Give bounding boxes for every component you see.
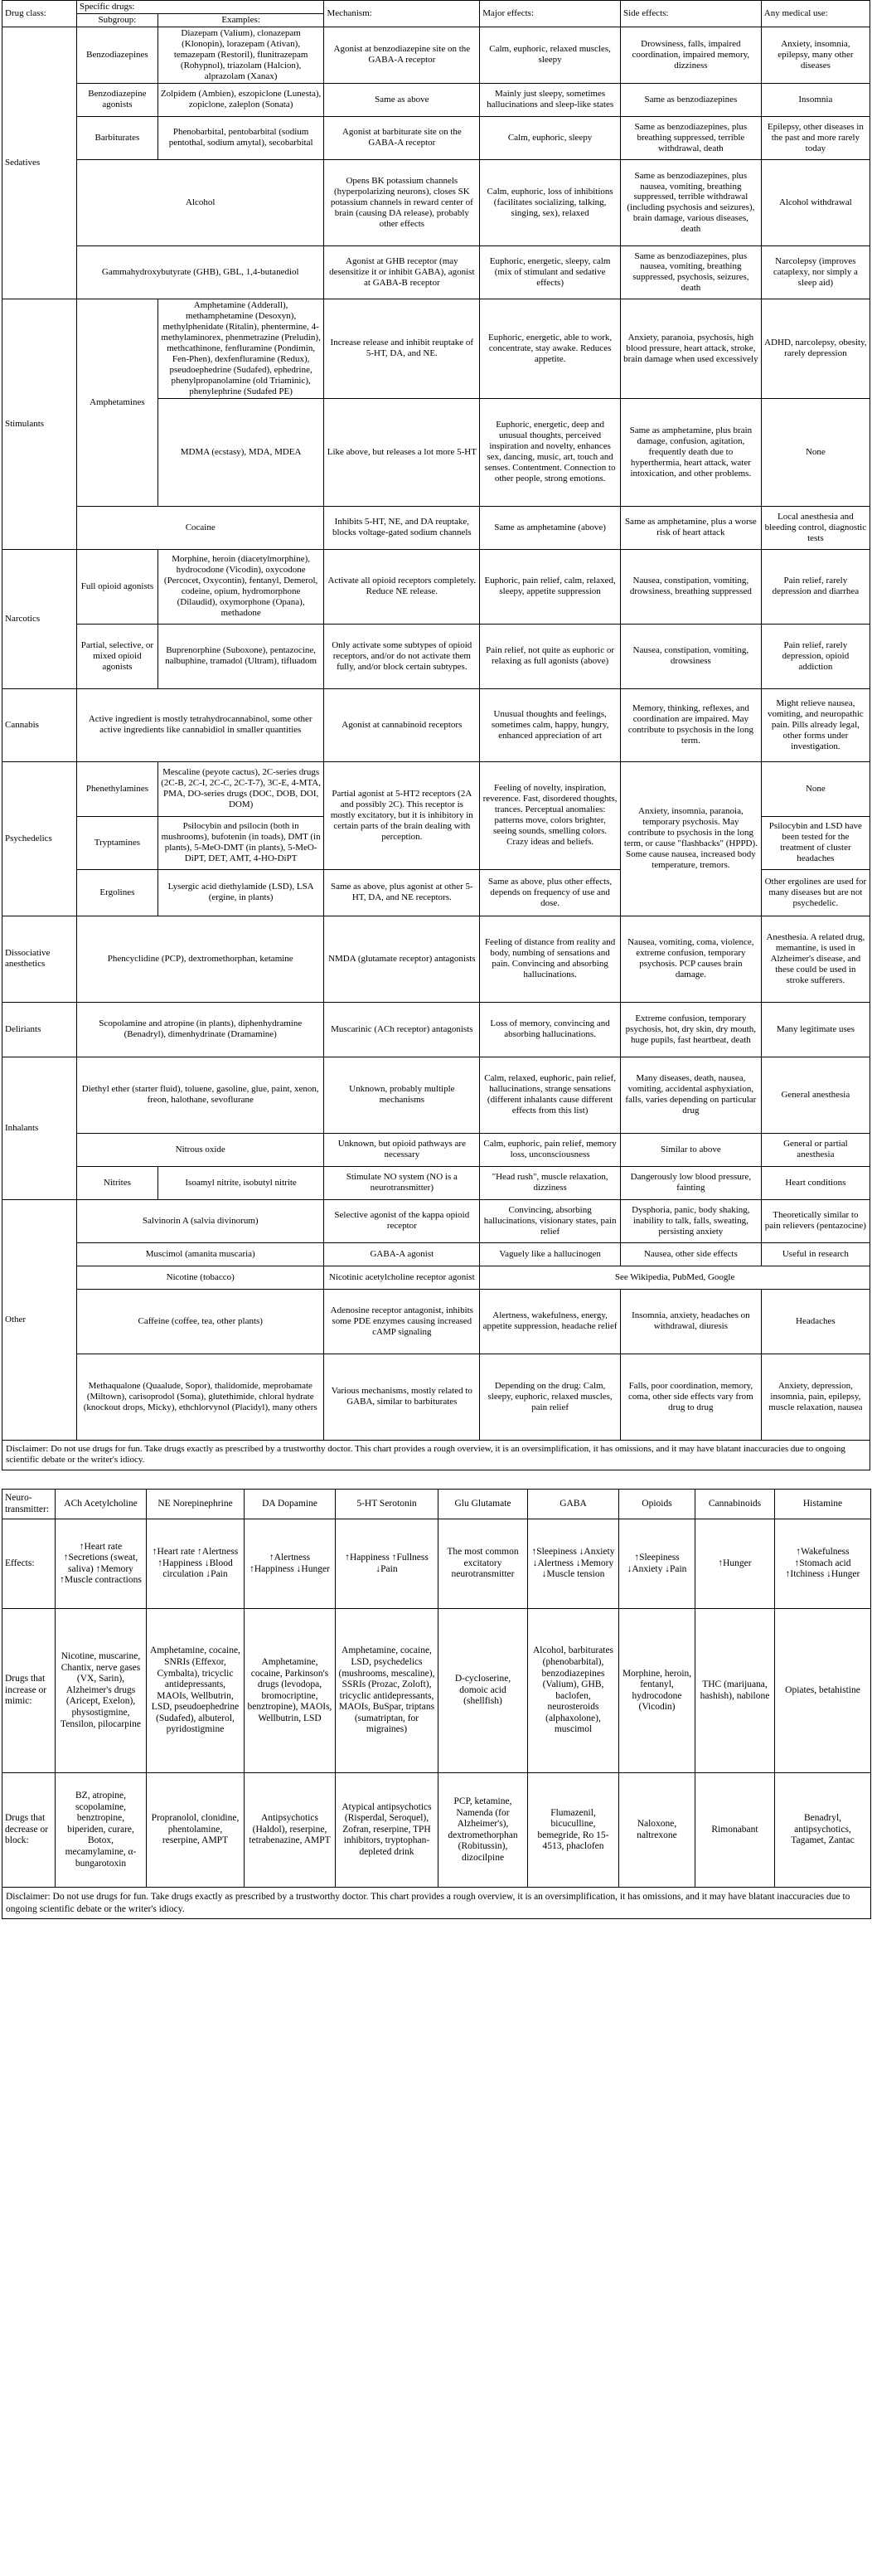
effects-cell: Unusual thoughts and feelings, sometimes calm, happy, hungry, enhanced appreciation of art xyxy=(480,688,621,761)
label-effects: Effects: xyxy=(2,1519,56,1609)
disclaimer: Disclaimer: Do not use drugs for fun. Take drugs exactly as prescribed by a trustworthy doctor. This chart provides a rough overview, it is an oversimplification, it has omissions, and it may have blatant inaccuracies due to ongoing scientific debate or the writer's idiocy. xyxy=(2,1440,870,1470)
side-effects-cell: Drowsiness, falls, impaired coordination, impaired memory, dizziness xyxy=(620,27,761,83)
mechanism-cell: Same as above xyxy=(324,83,480,116)
subgroup-cell: Phenethylamines xyxy=(77,761,158,816)
nt-header: Glu Glutamate xyxy=(438,1490,528,1519)
see-references-cell: See Wikipedia, PubMed, Google xyxy=(480,1266,870,1289)
header-major-effects: Major effects: xyxy=(480,1,621,27)
examples-cell: Zolpidem (Ambien), eszopiclone (Lunesta), zopiclone, zaleplon (Sonata) xyxy=(157,83,324,116)
medical-use-cell: Heart conditions xyxy=(761,1166,870,1199)
medical-use-cell: Pain relief, rarely depression, opioid addiction xyxy=(761,624,870,688)
disclaimer-bottom: Disclaimer: Do not use drugs for fun. Take drugs exactly as prescribed by a trustworthy doctor. This chart provides a rough overview, it is an oversimplification, it has omissions, and it may have blatant inaccuracies due to ongoing scientific debate or the writer's idiocy. xyxy=(2,1888,871,1919)
examples-cell: Diethyl ether (starter fluid), toluene, gasoline, glue, paint, xenon, freon, halothane, sevoflurane xyxy=(77,1057,324,1133)
effects-cell: Pain relief, not quite as euphoric or relaxing as full agonists (above) xyxy=(480,624,621,688)
effects-cell: Vaguely like a hallucinogen xyxy=(480,1242,621,1266)
nt-decrease: Flumazenil, bicuculline, bemegride, Ro 15-4513, phaclofen xyxy=(528,1773,619,1888)
subgroup-cell: Barbiturates xyxy=(77,116,158,159)
mechanism-cell: Agonist at barbiturate site on the GABA-A receptor xyxy=(324,116,480,159)
medical-use-cell: Many legitimate uses xyxy=(761,1002,870,1057)
label-decrease: Drugs that decrease or block: xyxy=(2,1773,56,1888)
mechanism-cell: Muscarinic (ACh receptor) antagonists xyxy=(324,1002,480,1057)
medical-use-cell: Local anesthesia and bleeding control, diagnostic tests xyxy=(761,506,870,549)
examples-cell: Active ingredient is mostly tetrahydrocannabinol, some other active ingredients like cannabidiol in smaller quantities xyxy=(77,688,324,761)
effects-cell: Euphoric, energetic, able to work, concentrate, stay awake. Reduces appetite. xyxy=(480,299,621,398)
medical-use-cell: Anesthesia. A related drug, memantine, is used in Alzheimer's disease, and these could be used in stroke sufferers. xyxy=(761,916,870,1002)
nt-decrease: Rimonabant xyxy=(695,1773,775,1888)
side-effects-cell: Same as benzodiazepines, plus nausea, vomiting, breathing suppressed, psychosis, seizures, death xyxy=(620,245,761,299)
side-effects-cell: Same as benzodiazepines, plus nausea, vomiting, breathing suppressed, terrible withdrawal (including psychosis and seizures), brain damage, various diseases, death xyxy=(620,159,761,245)
side-effects-cell: Nausea, other side effects xyxy=(620,1242,761,1266)
examples-cell: Gammahydroxybutyrate (GHB), GBL, 1,4-butanediol xyxy=(77,245,324,299)
medical-use-cell: ADHD, narcolepsy, obesity, rarely depression xyxy=(761,299,870,398)
nt-effects: ↑Heart rate ↑Alertness ↑Happiness ↓Blood circulation ↓Pain xyxy=(147,1519,245,1609)
examples-cell: Isoamyl nitrite, isobutyl nitrite xyxy=(157,1166,324,1199)
mechanism-cell: Activate all opioid receptors completely. Reduce NE release. xyxy=(324,549,480,624)
medical-use-cell: Might relieve nausea, vomiting, and neuropathic pain. Pills already legal, other forms under investigation. xyxy=(761,688,870,761)
subgroup-cell: Nitrites xyxy=(77,1166,158,1199)
medical-use-cell: Psilocybin and LSD have been tested for the treatment of cluster headaches xyxy=(761,816,870,869)
nt-increase: Amphetamine, cocaine, SNRIs (Effexor, Cymbalta), tricyclic antidepressants, MAOIs, Wellbutrin, LSD, pseudoephedrine (Sudafed), albuterol, pyridostigmine xyxy=(147,1609,245,1773)
nt-decrease: BZ, atropine, scopolamine, benztropine, biperiden, curare, Botox, mecamylamine, α-bungarotoxin xyxy=(56,1773,147,1888)
medical-use-cell: Anxiety, depression, insomnia, pain, epilepsy, muscle relaxation, nausea xyxy=(761,1354,870,1440)
drug-class-table xyxy=(2,0,870,1470)
subgroup-cell: Ergolines xyxy=(77,869,158,916)
side-effects-cell: Insomnia, anxiety, headaches on withdrawal, diuresis xyxy=(620,1289,761,1354)
nt-header: Histamine xyxy=(775,1490,871,1519)
effects-cell: Loss of memory, convincing and absorbing hallucinations. xyxy=(480,1002,621,1057)
nt-effects: ↑Hunger xyxy=(695,1519,775,1609)
effects-cell: Calm, euphoric, loss of inhibitions (facilitates socializing, talking, singing, sex), relaxed xyxy=(480,159,621,245)
class-cannabis: Cannabis xyxy=(2,688,77,761)
subgroup-cell: Benzodiazepines xyxy=(77,27,158,83)
side-effects-cell: Nausea, vomiting, coma, violence, extreme confusion, temporary psychosis. PCP causes brain damage. xyxy=(620,916,761,1002)
mechanism-cell: Stimulate NO system (NO is a neurotransmitter) xyxy=(324,1166,480,1199)
effects-cell: Alertness, wakefulness, energy, appetite suppression, headache relief xyxy=(480,1289,621,1354)
header-specific-drugs: Specific drugs: xyxy=(77,1,324,14)
nt-effects: ↑Alertness ↑Happiness ↓Hunger xyxy=(245,1519,336,1609)
effects-cell: Same as amphetamine (above) xyxy=(480,506,621,549)
examples-cell: Salvinorin A (salvia divinorum) xyxy=(77,1199,324,1242)
examples-cell: Nitrous oxide xyxy=(77,1133,324,1166)
medical-use-cell: General or partial anesthesia xyxy=(761,1133,870,1166)
section-gap xyxy=(0,1470,872,1489)
examples-cell: Morphine, heroin (diacetylmorphine), hydrocodone (Vicodin), oxycodone (Percocet, Oxycontin), fentanyl, Demerol, codeine, opium, hydromorphone (Dilaudid), oxymorphone (Opana), methadone xyxy=(157,549,324,624)
effects-cell: Convincing, absorbing hallucinations, visionary states, pain relief xyxy=(480,1199,621,1242)
subgroup-cell: Partial, selective, or mixed opioid agonists xyxy=(77,624,158,688)
nt-header: DA Dopamine xyxy=(245,1490,336,1519)
medical-use-cell: Alcohol withdrawal xyxy=(761,159,870,245)
label-increase: Drugs that increase or mimic: xyxy=(2,1609,56,1773)
side-effects-cell: Nausea, constipation, vomiting, drowsiness xyxy=(620,624,761,688)
class-psychedelics: Psychedelics xyxy=(2,761,77,916)
header-examples: Examples: xyxy=(157,13,324,27)
mechanism-cell: Like above, but releases a lot more 5-HT xyxy=(324,398,480,506)
class-deliriants: Deliriants xyxy=(2,1002,77,1057)
side-effects-cell: Same as benzodiazepines, plus breathing suppressed, terrible withdrawal, death xyxy=(620,116,761,159)
nt-increase: Opiates, betahistine xyxy=(775,1609,871,1773)
effects-cell: Euphoric, energetic, sleepy, calm (mix of stimulant and sedative effects) xyxy=(480,245,621,299)
effects-cell: Euphoric, energetic, deep and unusual thoughts, perceived inspiration and novelty, enhances sex, dancing, music, art, touch and senses. Contentment. Connection to other people, strong emotions. xyxy=(480,398,621,506)
nt-decrease: Antipsychotics (Haldol), reserpine, tetrabenazine, AMPT xyxy=(245,1773,336,1888)
header-subgroup: Subgroup: xyxy=(77,13,158,27)
nt-increase: Amphetamine, cocaine, LSD, psychedelics (mushrooms, mescaline), SSRIs (Prozac, Zoloft), tricyclic antidepressants, MAOIs, BuSpar, triptans (sumatriptan, for migraines) xyxy=(336,1609,438,1773)
examples-cell: Buprenorphine (Suboxone), pentazocine, nalbuphine, tramadol (Ultram), tifluadom xyxy=(157,624,324,688)
medical-use-cell: Useful in research xyxy=(761,1242,870,1266)
medical-use-cell: None xyxy=(761,761,870,816)
header-medical-use: Any medical use: xyxy=(761,1,870,27)
nt-decrease: Benadryl, antipsychotics, Tagamet, Zantac xyxy=(775,1773,871,1888)
medical-use-cell: Anxiety, insomnia, epilepsy, many other diseases xyxy=(761,27,870,83)
medical-use-cell: Pain relief, rarely depression and diarrhea xyxy=(761,549,870,624)
mechanism-cell: Unknown, probably multiple mechanisms xyxy=(324,1057,480,1133)
examples-cell: Mescaline (peyote cactus), 2C-series drugs (2C-B, 2C-I, 2C-C, 2C-T-7), 3C-E, 4-MTA, PMA, DO-series drugs (DOC, DOB, DOI, DOM) xyxy=(157,761,324,816)
medical-use-cell: General anesthesia xyxy=(761,1057,870,1133)
nt-increase: Amphetamine, cocaine, Parkinson's drugs (levodopa, bromocriptine, benztropine), MAOIs, Wellbutrin, LSD xyxy=(245,1609,336,1773)
examples-cell: Alcohol xyxy=(77,159,324,245)
side-effects-cell: Dysphoria, panic, body shaking, inability to talk, falls, sweating, persisting anxiety xyxy=(620,1199,761,1242)
mechanism-cell: Opens BK potassium channels (hyperpolarizing neurons), closes SK potassium channels in reward center of brain (causing DA release), probably other effects xyxy=(324,159,480,245)
subgroup-cell: Full opioid agonists xyxy=(77,549,158,624)
medical-use-cell: Epilepsy, other diseases in the past and more rarely today xyxy=(761,116,870,159)
medical-use-cell: Other ergolines are used for many diseases but are not psychedelic. xyxy=(761,869,870,916)
mechanism-cell: Adenosine receptor antagonist, inhibits some PDE enzymes causing increased cAMP signaling xyxy=(324,1289,480,1354)
subgroup-cell: Tryptamines xyxy=(77,816,158,869)
nt-effects: ↑Sleepiness ↓Anxiety ↓Alertness ↓Memory ↓Muscle tension xyxy=(528,1519,619,1609)
effects-cell: "Head rush", muscle relaxation, dizziness xyxy=(480,1166,621,1199)
medical-use-cell: Narcolepsy (improves cataplexy, nor simply a sleep aid) xyxy=(761,245,870,299)
side-effects-cell: Nausea, constipation, vomiting, drowsiness, breathing suppressed xyxy=(620,549,761,624)
nt-header: NE Norepinephrine xyxy=(147,1490,245,1519)
mechanism-cell: Only activate some subtypes of opioid receptors, and/or do not activate them fully, and/or block certain subtypes. xyxy=(324,624,480,688)
examples-cell: Lysergic acid diethylamide (LSD), LSA (ergine, in plants) xyxy=(157,869,324,916)
effects-cell: Feeling of novelty, inspiration, reverence. Fast, disordered thoughts, trances. Perceptual anomalies: patterns move, colors brighter, seeing sounds, smelling colors. Crazy ideas and beliefs. xyxy=(480,761,621,869)
nt-increase: D-cycloserine, domoic acid (shellfish) xyxy=(438,1609,528,1773)
class-dissociative-anesthetics: Dissociative anesthetics xyxy=(2,916,77,1002)
mechanism-cell: Agonist at benzodiazepine site on the GABA-A receptor xyxy=(324,27,480,83)
header-side-effects: Side effects: xyxy=(620,1,761,27)
class-stimulants: Stimulants xyxy=(2,299,77,549)
side-effects-cell: Anxiety, paranoia, psychosis, high blood pressure, heart attack, stroke, brain damage when used excessively xyxy=(620,299,761,398)
nt-header: 5-HT Serotonin xyxy=(336,1490,438,1519)
mechanism-cell: Agonist at cannabinoid receptors xyxy=(324,688,480,761)
examples-cell: Psilocybin and psilocin (both in mushrooms), bufotenin (in toads), DMT (in plants), 5-MeO-DMT (in plants), 5-MeO-DiPT, DET, AMT, 4-HO-DiPT xyxy=(157,816,324,869)
nt-effects: The most common excitatory neurotransmitter xyxy=(438,1519,528,1609)
effects-cell: Calm, relaxed, euphoric, pain relief, hallucinations, strange sensations (different inhalants cause different effects from this list) xyxy=(480,1057,621,1133)
medical-use-cell: Insomnia xyxy=(761,83,870,116)
nt-decrease: PCP, ketamine, Namenda (for Alzheimer's), dextromethorphan (Robitussin), dizocilpine xyxy=(438,1773,528,1888)
class-narcotics: Narcotics xyxy=(2,549,77,688)
effects-cell: Calm, euphoric, sleepy xyxy=(480,116,621,159)
header-mechanism: Mechanism: xyxy=(324,1,480,27)
nt-decrease: Naloxone, naltrexone xyxy=(619,1773,695,1888)
class-sedatives: Sedatives xyxy=(2,27,77,299)
subgroup-cell: Amphetamines xyxy=(77,299,158,506)
mechanism-cell: Unknown, but opioid pathways are necessary xyxy=(324,1133,480,1166)
nt-header: Opioids xyxy=(619,1490,695,1519)
examples-cell: Muscimol (amanita muscaria) xyxy=(77,1242,324,1266)
side-effects-cell: Anxiety, insomnia, paranoia, temporary psychosis. May contribute to psychosis in the long term, or cause "flashbacks" (HPPD). Some cause nausea, increased body temperature, tremors. xyxy=(620,761,761,916)
header-drug-class: Drug class: xyxy=(2,1,77,27)
mechanism-cell: Selective agonist of the kappa opioid receptor xyxy=(324,1199,480,1242)
mechanism-cell: Increase release and inhibit reuptake of 5-HT, DA, and NE. xyxy=(324,299,480,398)
nt-increase: THC (marijuana, hashish), nabilone xyxy=(695,1609,775,1773)
side-effects-cell: Extreme confusion, temporary psychosis, hot, dry skin, dry mouth, huge pupils, fast heartbeat, death xyxy=(620,1002,761,1057)
side-effects-cell: Same as benzodiazepines xyxy=(620,83,761,116)
medical-use-cell: Headaches xyxy=(761,1289,870,1354)
examples-cell: Methaqualone (Quaalude, Sopor), thalidomide, meprobamate (Miltown), carisoprodol (Soma), glutethimide, chloral hydrate (knockout drops, Micky), ethchlorvynol (Placidyl), many others xyxy=(77,1354,324,1440)
nt-increase: Nicotine, muscarine, Chantix, nerve gases (VX, Sarin), Alzheimer's drugs (Aricept, Exelon), physostigmine, Tensilon, pilocarpine xyxy=(56,1609,147,1773)
neurotransmitter-table xyxy=(2,1489,871,1919)
examples-cell: Phencyclidine (PCP), dextromethorphan, ketamine xyxy=(77,916,324,1002)
mechanism-cell: Same as above, plus agonist at other 5-HT, DA, and NE receptors. xyxy=(324,869,480,916)
mechanism-cell: Inhibits 5-HT, NE, and DA reuptake, blocks voltage-gated sodium channels xyxy=(324,506,480,549)
nt-decrease: Atypical antipsychotics (Risperdal, Seroquel), Zofran, reserpine, TPH inhibitors, tryptophan-depleted drink xyxy=(336,1773,438,1888)
nt-effects: ↑Heart rate ↑Secretions (sweat, saliva) ↑Memory ↑Muscle contractions xyxy=(56,1519,147,1609)
side-effects-cell: Same as amphetamine, plus a worse risk of heart attack xyxy=(620,506,761,549)
medical-use-cell: None xyxy=(761,398,870,506)
mechanism-cell: Partial agonist at 5-HT2 receptors (2A and possibly 2C). This receptor is mostly excitatory, but it is inhibitory in certain parts of the brain dealing with perception. xyxy=(324,761,480,869)
nt-header: ACh Acetylcholine xyxy=(56,1490,147,1519)
mechanism-cell: GABA-A agonist xyxy=(324,1242,480,1266)
examples-cell: Scopolamine and atropine (in plants), diphenhydramine (Benadryl), dimenhydrinate (Dramamine) xyxy=(77,1002,324,1057)
nt-header: Cannabinoids xyxy=(695,1490,775,1519)
side-effects-cell: Same as amphetamine, plus brain damage, confusion, agitation, frequently death due to hyperthermia, heart attack, water intoxication, and other problems. xyxy=(620,398,761,506)
effects-cell: Euphoric, pain relief, calm, relaxed, sleepy, appetite suppression xyxy=(480,549,621,624)
class-other: Other xyxy=(2,1199,77,1440)
nt-effects: ↑Happiness ↑Fullness ↓Pain xyxy=(336,1519,438,1609)
examples-cell: Nicotine (tobacco) xyxy=(77,1266,324,1289)
label-neurotransmitter: Neuro-transmitter: xyxy=(2,1490,56,1519)
side-effects-cell: Dangerously low blood pressure, fainting xyxy=(620,1166,761,1199)
medical-use-cell: Theoretically similar to pain relievers (pentazocine) xyxy=(761,1199,870,1242)
examples-cell: MDMA (ecstasy), MDA, MDEA xyxy=(157,398,324,506)
mechanism-cell: Agonist at GHB receptor (may desensitize it or inhibit GABA), agonist at GABA-B receptor xyxy=(324,245,480,299)
class-inhalants: Inhalants xyxy=(2,1057,77,1199)
examples-cell: Diazepam (Valium), clonazepam (Klonopin), lorazepam (Ativan), temazepam (Restoril), flunitrazepam (Rohypnol), triazolam (Halcion), alprazolam (Xanax) xyxy=(157,27,324,83)
examples-cell: Phenobarbital, pentobarbital (sodium pentothal, sodium amytal), secobarbital xyxy=(157,116,324,159)
examples-cell: Amphetamine (Adderall), methamphetamine (Desoxyn), methylphenidate (Ritalin), phentermine, 4-methylaminorex, phenmetrazine (Preludin), methcathinone, fenfluramine (Pondimin, Fen-Phen), dexfenfluramine (Redux), pseudoephedrine (Sudafed), ephedrine, phenylpropanolamine (old Triaminic), phenylephrine (Sudafed PE) xyxy=(157,299,324,398)
nt-effects: ↑Wakefulness ↑Stomach acid ↑Itchiness ↓Hunger xyxy=(775,1519,871,1609)
mechanism-cell: Nicotinic acetylcholine receptor agonist xyxy=(324,1266,480,1289)
nt-decrease: Propranolol, clonidine, phentolamine, reserpine, AMPT xyxy=(147,1773,245,1888)
subgroup-cell: Benzodiazepine agonists xyxy=(77,83,158,116)
side-effects-cell: Similar to above xyxy=(620,1133,761,1166)
nt-header: GABA xyxy=(528,1490,619,1519)
effects-cell: Same as above, plus other effects, depends on frequency of use and dose. xyxy=(480,869,621,916)
nt-increase: Alcohol, barbiturates (phenobarbital), benzodiazepines (Valium), GHB, baclofen, neurosteroids (alphaxolone), muscimol xyxy=(528,1609,619,1773)
mechanism-cell: Various mechanisms, mostly related to GABA, similar to barbiturates xyxy=(324,1354,480,1440)
side-effects-cell: Memory, thinking, reflexes, and coordination are impaired. May contribute to psychosis in the long term. xyxy=(620,688,761,761)
nt-increase: Morphine, heroin, fentanyl, hydrocodone (Vicodin) xyxy=(619,1609,695,1773)
effects-cell: Depending on the drug: Calm, sleepy, euphoric, relaxed muscles, pain relief xyxy=(480,1354,621,1440)
examples-cell: Caffeine (coffee, tea, other plants) xyxy=(77,1289,324,1354)
effects-cell: Calm, euphoric, relaxed muscles, sleepy xyxy=(480,27,621,83)
effects-cell: Feeling of distance from reality and body, numbing of sensations and pain. Convincing and absorbing hallucinations. xyxy=(480,916,621,1002)
nt-effects: ↑Sleepiness ↓Anxiety ↓Pain xyxy=(619,1519,695,1609)
mechanism-cell: NMDA (glutamate receptor) antagonists xyxy=(324,916,480,1002)
effects-cell: Mainly just sleepy, sometimes hallucinations and sleep-like states xyxy=(480,83,621,116)
side-effects-cell: Falls, poor coordination, memory, coma, other side effects vary from drug to drug xyxy=(620,1354,761,1440)
examples-cell: Cocaine xyxy=(77,506,324,549)
effects-cell: Calm, euphoric, pain relief, memory loss, unconsciousness xyxy=(480,1133,621,1166)
side-effects-cell: Many diseases, death, nausea, vomiting, accidental asphyxiation, falls, varies depending on particular drug xyxy=(620,1057,761,1133)
